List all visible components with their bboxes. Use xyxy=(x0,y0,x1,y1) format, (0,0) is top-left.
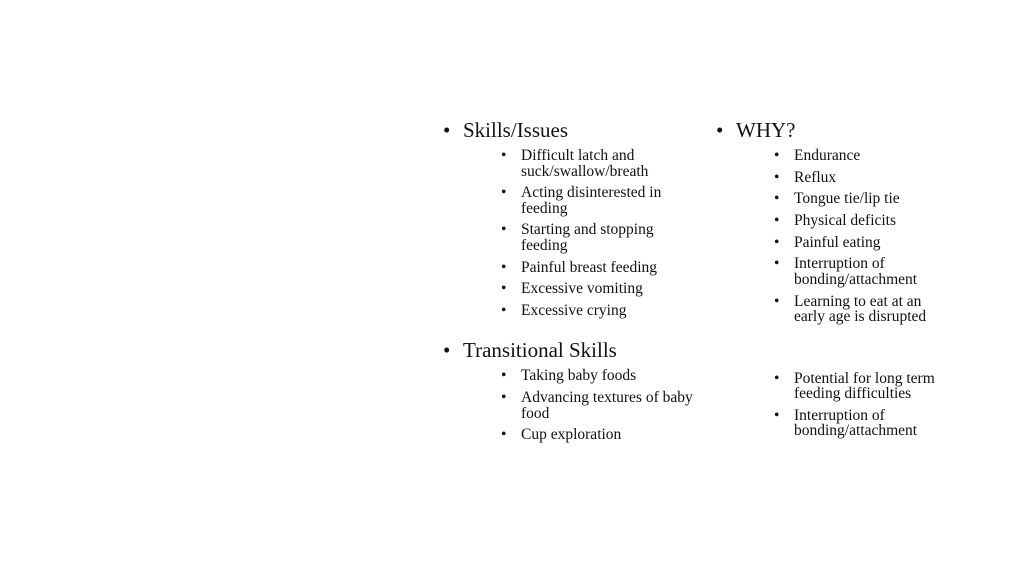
list-item: • Cup exploration xyxy=(501,427,693,443)
list-item: • Interruption of bonding/attachment xyxy=(774,408,956,439)
list-item: • Reflux xyxy=(774,170,956,186)
list-item: • Learning to eat at an early age is disrupted xyxy=(774,294,956,325)
list-item: • Starting and stopping feeding xyxy=(501,222,693,253)
list-item: • Acting disinterested in feeding xyxy=(501,185,693,216)
section-transitional-skills xyxy=(443,338,693,442)
list-item: • Potential for long term feeding difficulties xyxy=(774,371,956,402)
section-heading: Transitional Skills xyxy=(463,338,617,363)
list-item: • Taking baby foods xyxy=(501,368,693,384)
list-item: • Endurance xyxy=(774,148,956,164)
list-item: • Excessive vomiting xyxy=(501,281,693,297)
skills-issues-list xyxy=(463,148,693,318)
left-column xyxy=(443,118,693,449)
section-heading: Skills/Issues xyxy=(463,118,569,142)
list-item: • Tongue tie/lip tie xyxy=(774,191,956,207)
section-why xyxy=(716,118,956,439)
right-column xyxy=(716,118,956,445)
list-item: • Interruption of bonding/attachment xyxy=(774,256,956,287)
why-list xyxy=(736,148,956,325)
list-item: • Excessive crying xyxy=(501,303,693,319)
list-item: • Painful eating xyxy=(774,235,956,251)
list-item: • Advancing textures of baby food xyxy=(501,390,693,421)
why-list-continued xyxy=(736,371,956,439)
list-item: • Painful breast feeding xyxy=(501,260,693,276)
list-item: • Difficult latch and suck/swallow/breath xyxy=(501,148,693,179)
list-item: • Physical deficits xyxy=(774,213,956,229)
section-heading: WHY? xyxy=(736,118,796,142)
transitional-skills-list xyxy=(463,368,693,442)
section-skills-issues xyxy=(443,118,693,318)
